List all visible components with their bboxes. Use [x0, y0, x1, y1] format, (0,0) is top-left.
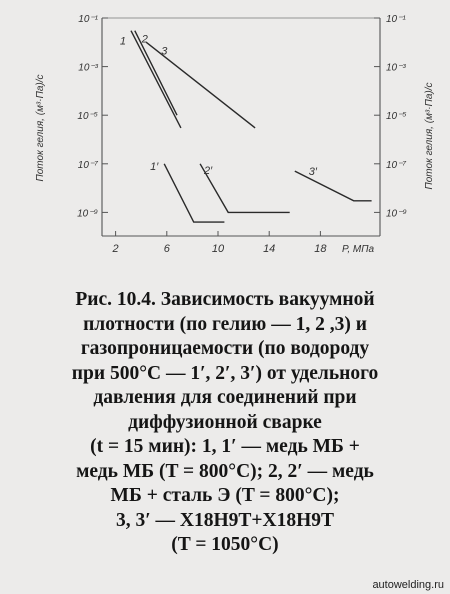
y-tick-label-left: 10⁻¹ — [78, 14, 98, 25]
plot-frame — [102, 18, 380, 236]
x-axis-label: P, МПа — [341, 244, 375, 255]
series-label-2′: 2′ — [203, 164, 213, 177]
y-ticks-left — [77, 14, 108, 219]
caption-line: (t = 15 мин): 1, 1′ — медь МБ + — [90, 436, 360, 457]
caption-line: 3, 3′ — Х18Н9Т+Х18Н9Т — [115, 509, 335, 531]
chart — [0, 0, 450, 280]
y-tick-label-left: 10⁻³ — [78, 62, 98, 74]
x-tick-label: 6 — [163, 243, 170, 255]
series-line-3′ — [295, 171, 372, 201]
x-tick-label: 14 — [263, 243, 276, 255]
caption-line: диффузионной сварке — [128, 411, 322, 433]
y-tick-label-right: 10⁻⁹ — [386, 208, 407, 220]
caption-line: плотности (по гелию — 1, 2 ,3) и — [83, 313, 367, 335]
y-ticks-right — [374, 14, 407, 219]
series-lines — [131, 31, 372, 222]
y-tick-label-left: 10⁻⁹ — [77, 208, 98, 220]
caption-line: (T = 1050°C) — [171, 534, 279, 555]
series-line-1′ — [164, 164, 224, 222]
x-tick-label: 10 — [211, 243, 225, 255]
caption-line: Рис. 10.4. Зависимость вакуумной — [75, 289, 375, 310]
caption-line: МБ + сталь Э (T = 800°C); — [110, 485, 340, 506]
caption-line: медь МБ (T = 800°C); 2, 2′ — медь — [76, 460, 374, 482]
figure-caption — [14, 288, 436, 558]
series-line-2′ — [200, 164, 290, 213]
y-tick-label-left: 10⁻⁷ — [77, 159, 98, 171]
x-tick-label: 18 — [314, 243, 327, 255]
series-label-3′: 3′ — [308, 166, 317, 179]
series-label-1: 1 — [119, 35, 127, 48]
series-labels — [120, 34, 318, 178]
caption-line: давления для соединений при — [93, 387, 357, 408]
series-label-2: 2 — [141, 33, 148, 46]
y-tick-label-right: 10⁻¹ — [386, 14, 406, 25]
series-label-3: 3 — [161, 45, 168, 58]
y-tick-label-left: 10⁻⁵ — [77, 111, 98, 123]
caption-line: при 500°C — 1′, 2′, 3′) от удельного — [71, 362, 379, 384]
y-tick-label-right: 10⁻³ — [386, 62, 406, 74]
y-axis-label-left: Поток гелия, (м³·Па)/с — [35, 74, 46, 182]
y-tick-label-right: 10⁻⁷ — [386, 159, 407, 171]
series-label-1′: 1′ — [150, 160, 159, 173]
x-tick-label: 2 — [112, 243, 119, 255]
x-ticks — [112, 231, 328, 255]
y-axis-label-right: Поток гелия, (м³·Па)/с — [424, 82, 435, 190]
watermark: autowelding.ru — [372, 579, 444, 591]
y-tick-label-right: 10⁻⁵ — [386, 111, 407, 123]
caption-line: газопроницаемости (по водороду — [80, 338, 370, 359]
series-line-1 — [131, 31, 181, 128]
